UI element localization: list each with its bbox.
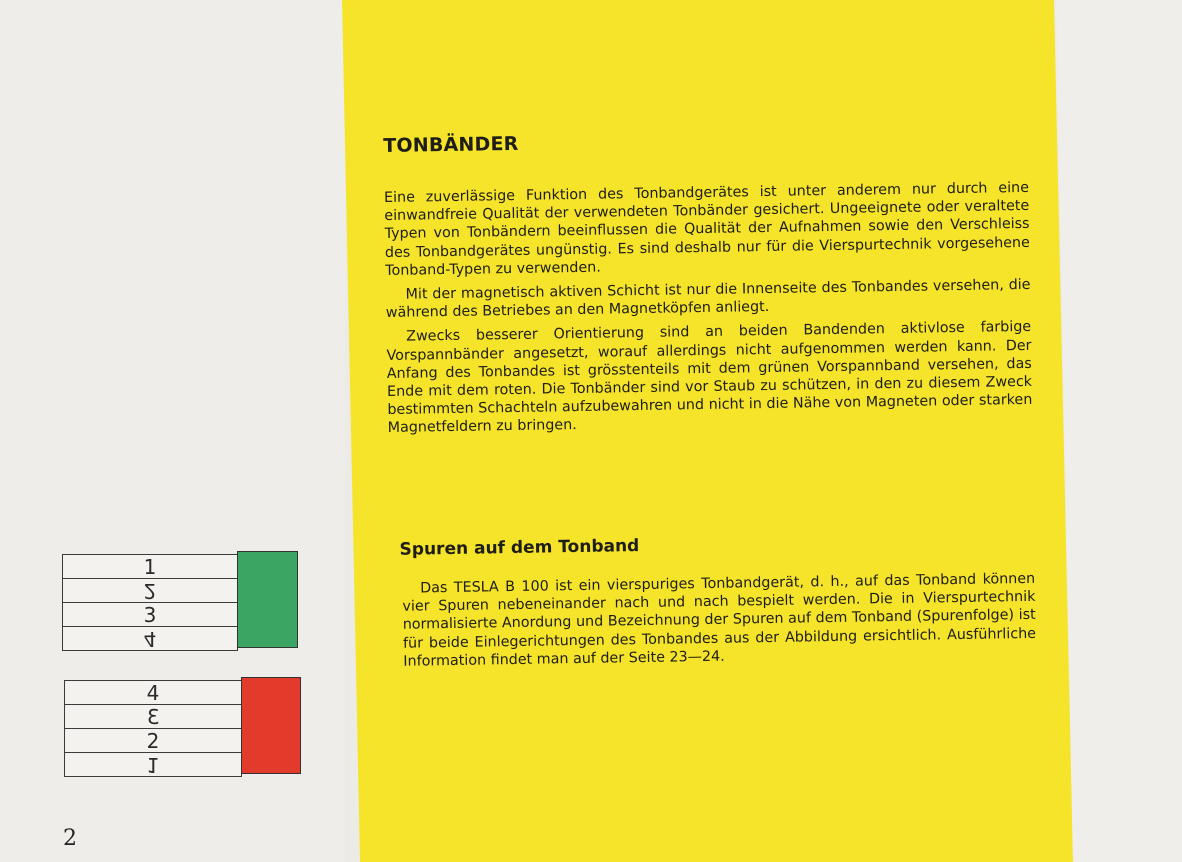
paragraph-1: Eine zuverlässige Funktion des Tonbandgerätes ist unter anderem nur durch eine einwandfreie Qualität der verwendeten Tonbänder gesichert. Ungeeignete oder veraltete Typen von Tonbändern beeinflussen die Qualität der Aufnahmen sowie den Verschleiss des Tonbandgerätes ungünstig. Es sind deshalb nur für die Vierspurtechnik vorgesehene Tonband-Typen zu verwenden. (383, 179, 1030, 279)
track-number: 4 (146, 680, 160, 705)
track-row (62, 554, 238, 579)
track-number: 3 (146, 704, 160, 729)
section-heading: TONBÄNDER (383, 132, 519, 157)
text-column (383, 120, 1037, 670)
track-diagram-green (62, 551, 298, 651)
right-page-edge (1056, 0, 1182, 862)
tracks-paragraph: Das TESLA B 100 ist ein vierspuriges Tonbandgerät, d. h., auf das Tonband können vier Spuren nebeneinander nach und nach bespielt werden. Die in Vierspurtechnik normalisierte Anordung und Bezeichnung der Spuren auf dem Tonband (Spurenfolge) ist für beide Einlegerichtungen des Tonbandes aus der Abbildung ersichtlich. Ausführliche Information findet man auf der Seite 23—24. (402, 570, 1037, 670)
track-row (64, 680, 242, 705)
track-number: 2 (146, 728, 160, 753)
paragraph-3: Zwecks besserer Orientierung sind an beiden Bandenden aktivlose farbige Vorspannbänder angesetzt, worauf allerdings nicht aufgenommen werden kann. Der Anfang des Tonbandes ist grösstenteils mit dem grünen Vorspannband versehen, das Ende mit dem roten. Die Tonbänder sind vor Staub zu schützen, in den zu diesem Zweck bestimmten Schachteln aufzubewahren und nicht in die Nähe von Magneten oder starken Magnetfeldern zu bringen. (386, 319, 1033, 437)
track-row (62, 602, 238, 627)
page-number: 2 (63, 826, 77, 851)
track-number: 4 (143, 626, 157, 651)
green-leader-swatch (237, 551, 298, 648)
track-row (64, 704, 242, 729)
subsection-heading: Spuren auf dem Tonband (399, 536, 640, 560)
track-number: 1 (146, 752, 160, 777)
track-number: 2 (143, 578, 157, 603)
track-row (62, 578, 238, 603)
red-leader-swatch (241, 677, 301, 774)
track-row (62, 626, 238, 651)
paragraph-2: Mit der magnetisch aktiven Schicht ist nur die Innenseite des Tonbandes versehen, die während des Betriebes an den Magnetköpfen anliegt. (385, 276, 1031, 322)
track-number: 3 (143, 602, 157, 627)
track-number: 1 (143, 554, 157, 579)
track-row (64, 752, 242, 777)
track-diagram-red (64, 677, 301, 777)
track-row (64, 728, 242, 753)
